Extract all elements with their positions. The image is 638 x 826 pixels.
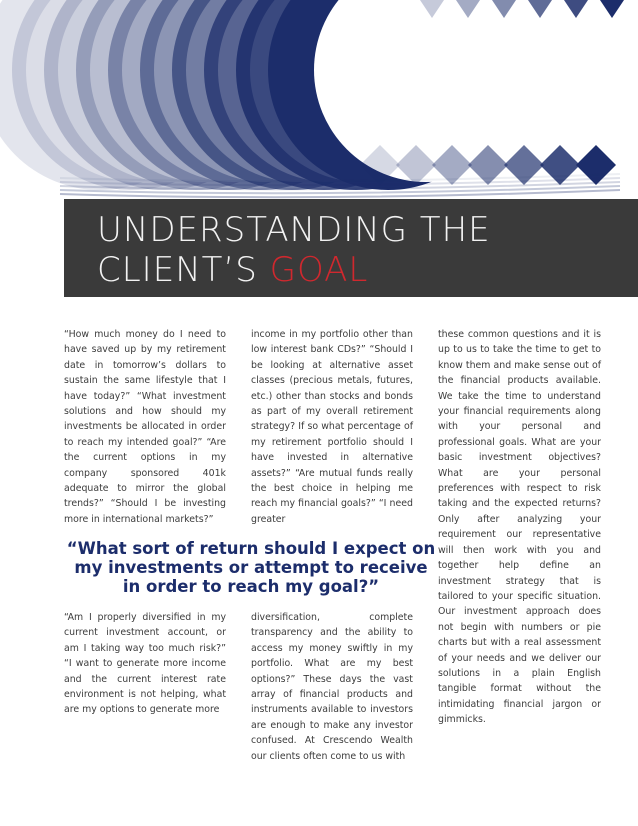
page-title xyxy=(97,210,617,290)
title-line-1: UNDERSTANDING THE xyxy=(97,210,491,250)
decorative-diamond xyxy=(528,0,552,18)
column-2-top-text: income in my portfolio other than low interest bank CDs?” “Should I be looking at alternative asset classes (precious metals, futures, etc.) other than stocks and bonds as part of my overall retirement strategy? If so what percentage of my retirement portfolio should I have invested in alternative assets?” “Are mutual funds really the best choice in helping me reach my financial goals?” “I need greater xyxy=(251,329,413,525)
decorative-diamond xyxy=(504,145,544,185)
decorative-diamond xyxy=(600,0,624,18)
title-line-2: CLIENT’S xyxy=(97,250,270,290)
decorative-arc-graphic xyxy=(0,0,638,210)
pull-quote: “What sort of return should I expect on my investments or attempt to receive in order to reach my goal?” xyxy=(66,539,436,596)
decorative-diamond xyxy=(564,0,588,18)
column-3-text: these common questions and it is up to us to take the time to get to know them and make sense out of the financial products available. We take the time to understand your financial requirements along with your personal and professional goals. What are your basic investment objectives? What are your personal preferences with respect to risk taking and the expected returns? Only after analyzing your requirement our representative will then work with you and together help define an investment strategy that is tailored to your specific situation. Our investment approach does not begin with numbers or pie charts but with a real assessment of your needs and we deliver our solutions in a plain English tangible format without the intimidating financial jargon or gimmicks. xyxy=(438,329,601,726)
title-accent-word: GOAL xyxy=(269,250,369,290)
column-2-bottom-text: diversification, complete transparency and the ability to access my money swiftly in my portfolio. What are my best options?” These days the vast array of financial products and instruments available to investors are enough to make any investor confused. At Crescendo Wealth our clients often come to us with xyxy=(251,612,413,762)
column-1-bottom-text: “Am I properly diversified in my current investment account, or am I taking way too much risk?” “I want to generate more income and the current interest rate environment is not helping, what are my options to generate more xyxy=(64,612,226,716)
column-1-top-text: “How much money do I need to have saved up by my retirement date in tomorrow’s dollars to sustain the same lifestyle that I have today?” “What investment solutions and how should my investments be allocated in order to reach my intended goal?” “Are the current options in my company sponsored 401k adequate to mirror the global trends?” “Should I be investing more in international markets?” xyxy=(64,329,226,525)
